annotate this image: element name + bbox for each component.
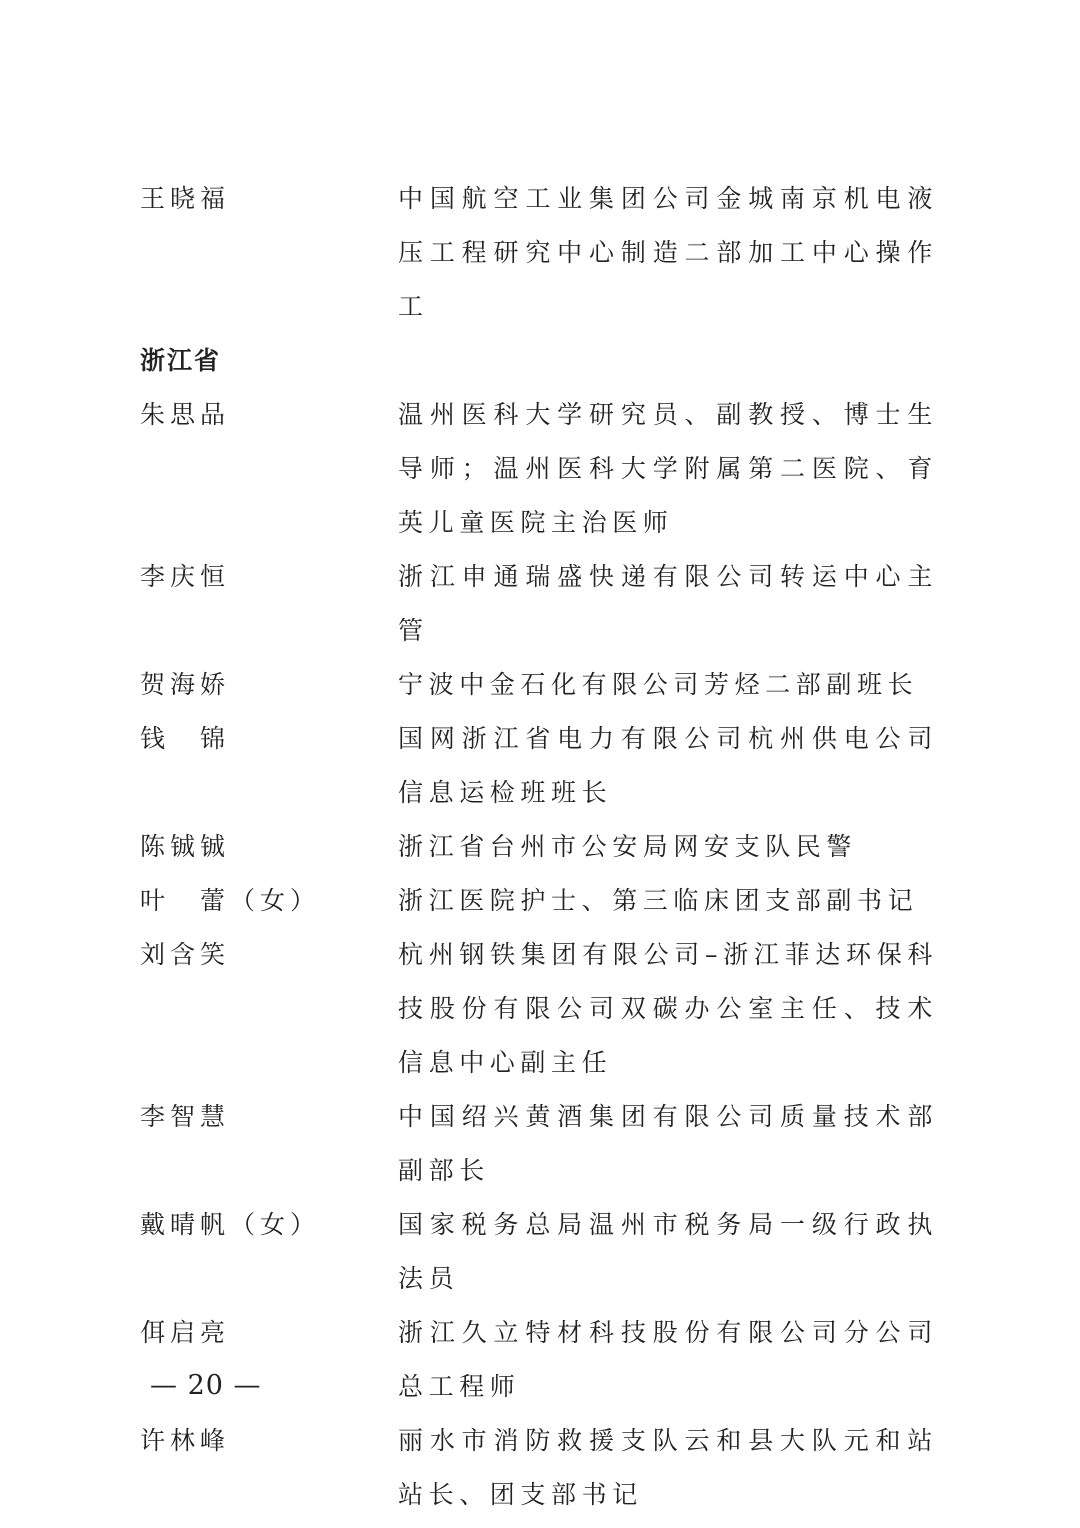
- person-description: 温州医科大学研究员、副教授、博士生导师；温州医科大学附属第二医院、育英儿童医院主治医师: [398, 400, 938, 537]
- person-description: 中国绍兴黄酒集团有限公司质量技术部副部长: [398, 1102, 938, 1185]
- person-description: 浙江久立特材科技股份有限公司分公司总工程师: [398, 1318, 938, 1401]
- person-description: 浙江申通瑞盛快递有限公司转运中心主管: [398, 562, 938, 645]
- person-description: 浙江医院护士、第三临床团支部副书记: [398, 886, 919, 915]
- person-name: 戴晴帆（女）: [140, 1210, 321, 1239]
- person-name: 李智慧: [140, 1102, 231, 1131]
- section-heading: 浙江省: [140, 346, 222, 375]
- page-number: — 20 —: [150, 1370, 262, 1401]
- list-item: [140, 874, 940, 928]
- person-description: 丽水市消防救援支队云和县大队元和站站长、团支部书记: [398, 1426, 938, 1509]
- person-name: 叶 蕾（女）: [140, 886, 321, 915]
- list-item: [140, 1198, 940, 1306]
- person-name: 刘含笑: [140, 940, 231, 969]
- person-description: 国家税务总局温州市税务局一级行政执法员: [398, 1210, 938, 1293]
- list-item: [140, 820, 940, 874]
- person-description: 国网浙江省电力有限公司杭州供电公司信息运检班班长: [398, 724, 938, 807]
- list-item: [140, 928, 940, 1090]
- person-description: 浙江省台州市公安局网安支队民警: [398, 832, 858, 861]
- list-item: [140, 550, 940, 658]
- person-description: 宁波中金石化有限公司芳烃二部副班长: [398, 670, 919, 699]
- list-item: [140, 172, 940, 334]
- list-item: [140, 712, 940, 820]
- roster-list: [140, 172, 940, 1522]
- person-name: 贺海娇: [140, 670, 231, 699]
- person-name: 朱思品: [140, 400, 231, 429]
- person-description: 中国航空工业集团公司金城南京机电液压工程研究中心制造二部加工中心操作工: [398, 184, 938, 321]
- person-name: 许林峰: [140, 1426, 231, 1455]
- list-item: [140, 1090, 940, 1198]
- person-name: 王晓福: [140, 184, 231, 213]
- person-name: 佴启亮: [140, 1318, 231, 1347]
- person-description: 杭州钢铁集团有限公司–浙江菲达环保科技股份有限公司双碳办公室主任、技术信息中心副主任: [398, 940, 938, 1077]
- person-name: 钱 锦: [140, 724, 231, 753]
- person-name: 陈铖铖: [140, 832, 231, 861]
- person-name: 李庆恒: [140, 562, 231, 591]
- list-item: [140, 658, 940, 712]
- list-item: [140, 1414, 940, 1522]
- list-item: [140, 388, 940, 550]
